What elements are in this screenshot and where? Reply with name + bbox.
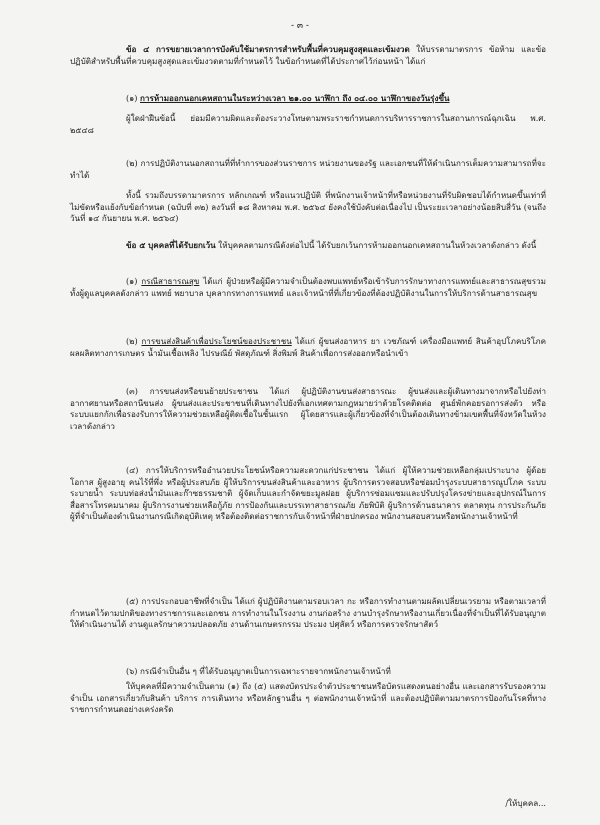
item-5-3: (๓) การขนส่งหรือขนย้ายประชาชน ได้แก่ ผู้ปฏิบัติงานขนส่งสาธารณะ ผู้ขนส่งและผู้เดินทางมาจากหรือไปยังท่าอากาศยานหรือสถานีขนส่ง ผู้ขนส่งและประชาชนที่เดินทางไปยังที่เอกเทศตามกฎหมายว่าด้วยโรคติดต่อ ศูนย์พักคอยรอการส่งตัว หรือระบบแยกกักเพื่อรองรับการให้ความช่วยเหลือผู้ติดเชื้อในชั้นแรก ผู้โดยสารและผู้เกี่ยวข้องที่จำเป็นต้องเดินทางข้ามเขตพื้นที่จังหวัดในห้วงเวลาดังกล่าว (70, 386, 546, 431)
item-4-1 (70, 93, 546, 105)
page-number: - ๓ - (291, 21, 309, 31)
item-5-5: (๕) การประกอบอาชีพที่จำเป็น ได้แก่ ผู้ปฏิบัติงานตามรอบเวลา กะ หรือการทำงานตามผลัดเปลี่ยนเวรยาม หรือตามเวลาที่กำหนดไว้ตามปกติของทางราชการและเอกชน การทำงานในโรงงาน งานก่อสร้าง งานบำรุงรักษาหรืองานเกี่ยวเนื่องที่จำเป็นที่ได้รับอนุญาตให้ดำเนินงานได้ งานดูแลรักษาความปลอดภัย งานด้านเกษตรกรรม ประมง ปศุสัตว์ หรือการตรวจรักษาสัตว์ (70, 596, 546, 630)
item-5-2-number: (๒) (126, 336, 142, 346)
item-4-1-heading: การห้ามออกนอกเคหสถานในระหว่างเวลา ๒๑.๐๐ นาฬิกา ถึง ๐๔.๐๐ นาฬิกาของวันรุ่งขึ้น (140, 93, 450, 103)
clause-5-heading: ข้อ ๕ บุคคลที่ได้รับยกเว้น (126, 240, 216, 250)
item-4-2: (๒) การปฏิบัติงานนอกสถานที่ที่ทำการของส่วนราชการ หน่วยงานของรัฐ และเอกชนที่ให้ดำเนินการเต็มความสามารถที่จะทำได้ (70, 158, 546, 180)
item-5-1-body: ได้แก่ ผู้ป่วยหรือผู้มีความจำเป็นต้องพบแพทย์หรือเข้ารับการรักษาทางการแพทย์และสาธารณสุขรวมทั้งผู้ดูแลบุคคลดังกล่าว แพทย์ พยาบาล บุคลากรทางการแพทย์ และเจ้าหน้าที่ที่เกี่ยวข้องที่ต้องปฏิบัติงานในการให้บริการด้านสาธารณสุข (70, 276, 546, 298)
item-5-1 (70, 276, 546, 299)
item-5-4: (๔) การให้บริการหรืออำนวยประโยชน์หรือความสะดวกแก่ประชาชน ได้แก่ ผู้ให้ความช่วยเหลือกลุ่มเปราะบาง ผู้ด้อยโอกาส ผู้สูงอายุ คนไร้ที่พึ่ง หรือผู้ประสบภัย ผู้ให้บริการขนส่งสินค้าและอาหาร ผู้บริการตรวจสอบหรือซ่อมบำรุงระบบสาธารณูปโภค ระบบระบายน้ำ ระบบท่อส่งน้ำมันและก๊าซธรรมชาติ ผู้จัดเก็บและกำจัดขยะมูลฝอย ผู้บริการซ่อมแซมและปรับปรุงโครงข่ายและอุปกรณ์ในการสื่อสารโทรคมนาคม ผู้บริการงานช่วยเหลือกู้ภัย การป้องกันและบรรเทาสาธารณภัย ภัยพิบัติ ผู้บริการด้านธนาคาร ตลาดทุน การประกันภัยผู้ที่จำเป็นต้องดำเนินงานกรณีเกิดอุบัติเหตุ หรือต้องติดต่อราชการกับเจ้าหน้าที่ฝ่ายปกครอง พนักงานสอบสวนหรือพนักงานเจ้าหน้าที่ (70, 465, 546, 522)
clause-4 (70, 44, 546, 67)
item-5-2 (70, 336, 546, 359)
item-5-2-body: ได้แก่ ผู้ขนส่งอาหาร ยา เวชภัณฑ์ เครื่องมือแพทย์ สินค้าอุปโภคบริโภค ผลผลิตทางการเกษตร น้ำมันเชื้อเพลิง ไปรษณีย์ พัสดุภัณฑ์ สิ่งพิมพ์ สินค้าเพื่อการส่งออกหรือนำเข้า (70, 336, 546, 358)
clause-5 (70, 240, 546, 252)
item-5-6-detail: ให้บุคคลที่มีความจำเป็นตาม (๑) ถึง (๕) แสดงบัตรประจำตัวประชาชนหรือบัตรแสดงตนอย่างอื่น และเอกสารรับรองความจำเป็น เอกสารเกี่ยวกับสินค้า บริการ การเดินทาง หรือหลักฐานอื่น ๆ ต่อพนักงานเจ้าหน้าที่ และต้องปฏิบัติตามมาตรการป้องกันโรคที่ทางราชการกำหนดอย่างเคร่งครัด (70, 681, 546, 715)
continuation-marker: /ให้บุคคล... (505, 798, 546, 808)
clause-5-body: ให้บุคคลตามกรณีดังต่อไปนี้ ได้รับยกเว้นการห้ามออกนอกเคหสถานในห้วงเวลาดังกล่าว ดังนี้ (215, 240, 537, 250)
clause-4-body: ให้บรรดามาตรการ ข้อห้าม และข้อปฏิบัติสำหรับพื้นที่ควบคุมสูงสุดและเข้มงวดตามที่กำหนดไว้ ในข้อกำหนดที่ได้ประกาศไว้ก่อนหน้า ได้แก่ (70, 44, 546, 66)
item-4-1-number: (๑) (126, 93, 141, 103)
clause-4-heading: ข้อ ๔ การขยายเวลาการบังคับใช้มาตรการสำหรับพื้นที่ควบคุมสูงสุดและเข้มงวด (126, 44, 410, 54)
item-4-2-detail: ทั้งนี้ รวมถึงบรรดามาตรการ หลักเกณฑ์ หรือแนวปฏิบัติ ที่พนักงานเจ้าหน้าที่หรือหน่วยงานที่รับผิดชอบได้กำหนดขึ้นเท่าที่ไม่ขัดหรือแย้งกับข้อกำหนด (ฉบับที่ ๓๒) ลงวันที่ ๑๘ สิงหาคม พ.ศ. ๒๕๖๔ ยังคงใช้บังคับต่อเนื่องไป เป็นระยะเวลาอย่างน้อยสิบสี่วัน (จนถึงวันที่ ๑๔ กันยายน พ.ศ. ๒๕๖๔) (70, 190, 546, 224)
item-5-1-number: (๑) (126, 276, 142, 286)
item-5-1-heading: กรณีสาธารณสุข (141, 276, 200, 286)
item-5-6: (๖) กรณีจำเป็นอื่น ๆ ที่ได้รับอนุญาตเป็นการเฉพาะรายจากพนักงานเจ้าหน้าที่ (126, 666, 391, 676)
item-5-2-heading: การขนส่งสินค้าเพื่อประโยชน์ของประชาชน (141, 336, 292, 346)
item-4-1-body: ผู้ใดฝ่าฝืนข้อนี้ ย่อมมีความผิดและต้องระวางโทษตามพระราชกำหนดการบริหารราชการในสถานการณ์ฉุกเฉิน พ.ศ. ๒๕๔๘ (70, 113, 546, 135)
